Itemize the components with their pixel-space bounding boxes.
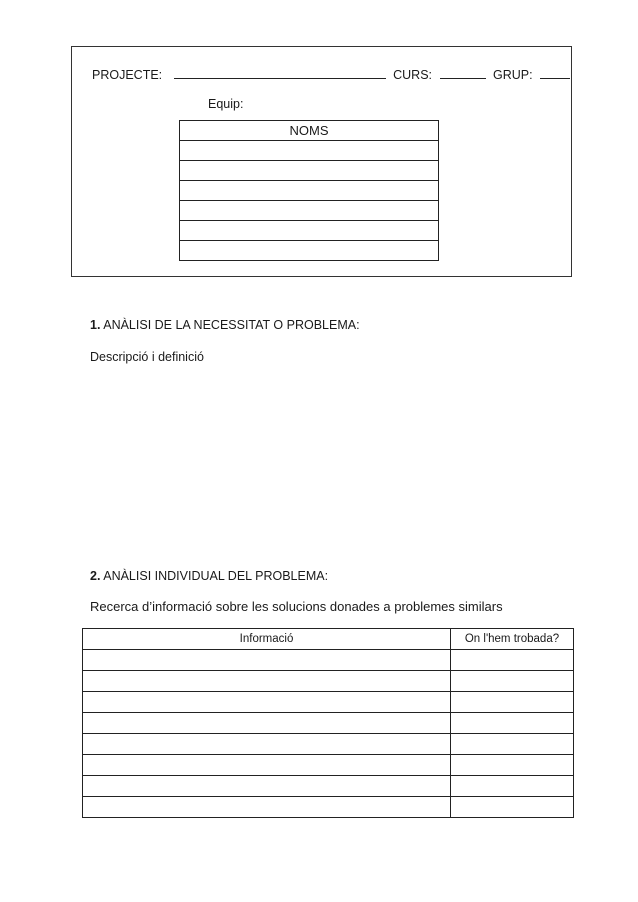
- curs-label: CURS:: [393, 68, 433, 82]
- team-name-cell[interactable]: [180, 161, 439, 181]
- research-info-cell[interactable]: [83, 692, 451, 713]
- projecte-blank[interactable]: [174, 66, 386, 79]
- section2-title: ANÀLISI INDIVIDUAL DEL PROBLEMA:: [103, 569, 329, 583]
- research-row[interactable]: [83, 797, 574, 818]
- research-source-cell[interactable]: [451, 713, 574, 734]
- team-name-cell[interactable]: [180, 221, 439, 241]
- research-source-cell[interactable]: [451, 650, 574, 671]
- section1-number: 1.: [90, 318, 101, 332]
- team-name-cell[interactable]: [180, 201, 439, 221]
- team-name-row[interactable]: [180, 221, 439, 241]
- research-row[interactable]: [83, 650, 574, 671]
- noms-header: NOMS: [180, 121, 439, 141]
- research-row[interactable]: [83, 734, 574, 755]
- col-informacio: Informació: [83, 629, 451, 650]
- section2-number: 2.: [90, 569, 101, 583]
- team-name-cell[interactable]: [180, 241, 439, 261]
- team-name-row[interactable]: [180, 141, 439, 161]
- team-name-cell[interactable]: [180, 141, 439, 161]
- team-table-header-row: [180, 121, 439, 141]
- section2-subtitle: Recerca d’informació sobre les solucions donades a problemes similars: [90, 599, 503, 614]
- research-row[interactable]: [83, 755, 574, 776]
- curs-blank[interactable]: [440, 66, 486, 79]
- section2-heading: [90, 569, 328, 583]
- research-info-cell[interactable]: [83, 755, 451, 776]
- section1-subtitle: Descripció i definició: [90, 350, 204, 364]
- team-name-cell[interactable]: [180, 181, 439, 201]
- section1-title: ANÀLISI DE LA NECESSITAT O PROBLEMA:: [103, 318, 360, 332]
- team-name-row[interactable]: [180, 181, 439, 201]
- research-info-cell[interactable]: [83, 713, 451, 734]
- grup-label: GRUP:: [493, 68, 533, 82]
- header-fields-line: [92, 66, 570, 82]
- grup-blank[interactable]: [540, 66, 570, 79]
- research-info-cell[interactable]: [83, 776, 451, 797]
- research-info-cell[interactable]: [83, 734, 451, 755]
- research-row[interactable]: [83, 776, 574, 797]
- research-source-cell[interactable]: [451, 671, 574, 692]
- equip-label: Equip:: [208, 97, 244, 111]
- team-name-row[interactable]: [180, 161, 439, 181]
- research-table: [82, 628, 574, 818]
- team-name-row[interactable]: [180, 241, 439, 261]
- research-source-cell[interactable]: [451, 755, 574, 776]
- research-table-header-row: [83, 629, 574, 650]
- header-box: [71, 46, 572, 277]
- projecte-label: PROJECTE:: [92, 68, 163, 82]
- research-row[interactable]: [83, 692, 574, 713]
- research-info-cell[interactable]: [83, 671, 451, 692]
- research-source-cell[interactable]: [451, 797, 574, 818]
- research-row[interactable]: [83, 671, 574, 692]
- research-info-cell[interactable]: [83, 797, 451, 818]
- section1-heading: [90, 318, 360, 332]
- team-names-table: [179, 120, 439, 261]
- team-name-row[interactable]: [180, 201, 439, 221]
- research-source-cell[interactable]: [451, 692, 574, 713]
- col-on-trobada: On l'hem trobada?: [451, 629, 574, 650]
- research-info-cell[interactable]: [83, 650, 451, 671]
- research-source-cell[interactable]: [451, 734, 574, 755]
- research-row[interactable]: [83, 713, 574, 734]
- research-source-cell[interactable]: [451, 776, 574, 797]
